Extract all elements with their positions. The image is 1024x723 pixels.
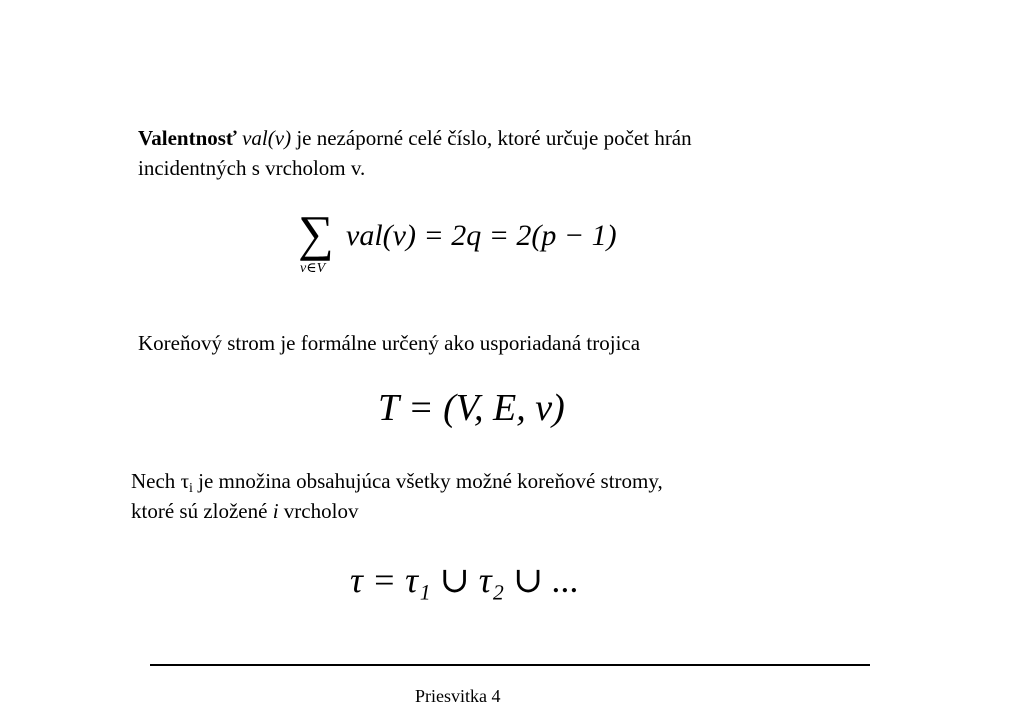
valency-sum-formula xyxy=(296,205,716,288)
tau-union-formula: τ = τ₁ ∪ τ₂ ∪ ... xyxy=(350,560,580,600)
valency-definition-line1: je nezáporné celé číslo, ktoré určuje počet hrán xyxy=(291,126,692,150)
rooted-tree-formula: T = (V, E, v) xyxy=(378,387,565,429)
tau-definition-line1: je množina obsahujúca všetky možné koreňové stromy, xyxy=(192,469,663,493)
sum-expression: val(v) = 2q = 2(p − 1) xyxy=(346,219,617,252)
tau-definition-prefix: Nech xyxy=(131,469,181,493)
tau-subscript: i xyxy=(189,481,193,496)
tau-definition-line2-prefix: ktoré sú zložené xyxy=(131,499,273,523)
rooted-tree-text: Koreňový strom je formálne určený ako usporiadaná trojica xyxy=(138,331,641,355)
tau-definition xyxy=(131,466,839,526)
tau-definition-line2-suffix: vrcholov xyxy=(278,499,359,523)
slide-number-label: Priesvitka 4 xyxy=(415,686,501,706)
sum-subscript: v∈V xyxy=(300,261,326,276)
tau-symbol: τ xyxy=(180,469,190,493)
footer-divider xyxy=(150,664,870,666)
valency-function: val(v) xyxy=(242,126,292,150)
rooted-tree-definition xyxy=(138,328,858,358)
tau-definition-line2-italic: i xyxy=(272,499,279,523)
sum-symbol: ∑ xyxy=(298,205,334,261)
valency-definition xyxy=(138,123,858,183)
valency-term: Valentnosť xyxy=(138,126,237,150)
valency-definition-line2: incidentných s vrcholom v. xyxy=(138,156,366,180)
